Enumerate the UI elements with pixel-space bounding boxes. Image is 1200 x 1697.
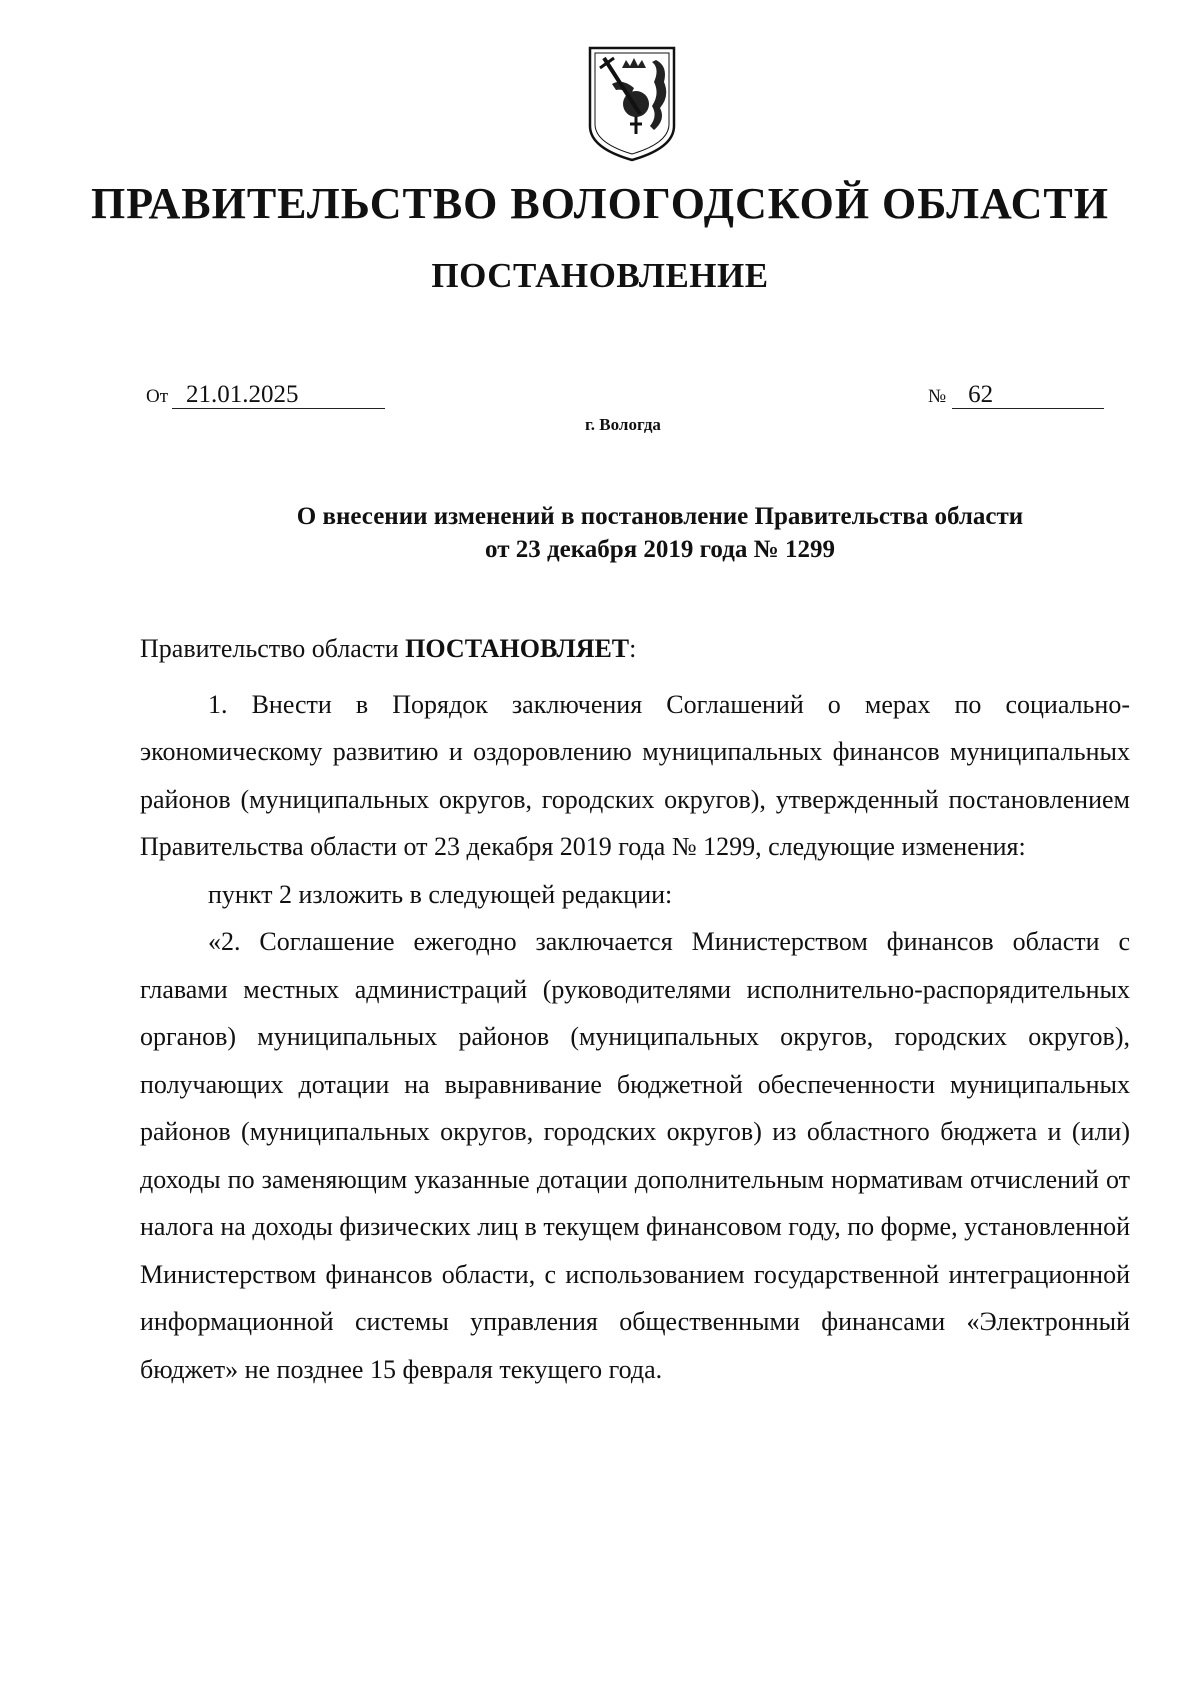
document-body xyxy=(140,625,1130,1393)
paragraph-1: 1. Внести в Порядок заключения Соглашений о мерах по социально-экономическому развитию и оздоровлению муниципальных финансов муниципальных районов (муниципальных округов, городских округов), утвержденный постановлением Правительства области от 23 декабря 2019 года № 1299, следующие изменения: xyxy=(140,689,1130,861)
lead-end: : xyxy=(629,634,637,663)
number-prefix: № xyxy=(928,386,947,407)
lead-text: Правительство области xyxy=(140,634,406,663)
document-date-field xyxy=(146,382,385,409)
document-date: 21.01.2025 xyxy=(172,382,385,409)
document-number-field xyxy=(928,382,1104,409)
document-number: 62 xyxy=(952,382,1104,409)
paragraph-2: пункт 2 изложить в следующей редакции: xyxy=(208,879,673,909)
vologda-coat-of-arms-icon xyxy=(586,44,678,164)
subject-line-1: О внесении изменений в постановление Правительства области xyxy=(296,503,1024,530)
paragraph-3: «2. Соглашение ежегодно заключается Министерством финансов области с главами местных администраций (руководителями исполнительно-распорядительных органов) муниципальных районов (муниципальных округов, городских округов), получающих дотации на выравнивание бюджетной обеспеченности муниципальных районов (муниципальных округов, городских округов) из областного бюджета и (или) доходы по заменяющим указанные дотации дополнительным нормативам отчислений от налога на доходы физических лиц в текущем финансовом году, по форме, установленной Министерством финансов области, с использованием государственной интеграционной информационной системы управления общественными финансами «Электронный бюджет» не позднее 15 февраля текущего года. xyxy=(140,927,1130,1384)
document-type-title: ПОСТАНОВЛЕНИЕ xyxy=(431,256,769,295)
date-prefix: От xyxy=(146,386,169,407)
lead-strong: ПОСТАНОВЛЯЕТ xyxy=(405,634,630,663)
organization-title: ПРАВИТЕЛЬСТВО ВОЛОГОДСКОЙ ОБЛАСТИ xyxy=(91,179,1109,228)
document-city: г. Вологда xyxy=(585,415,661,434)
resolution-lead xyxy=(140,625,1130,673)
subject-line-2: от 23 декабря 2019 года № 1299 xyxy=(485,536,835,563)
document-subject xyxy=(160,500,1160,566)
